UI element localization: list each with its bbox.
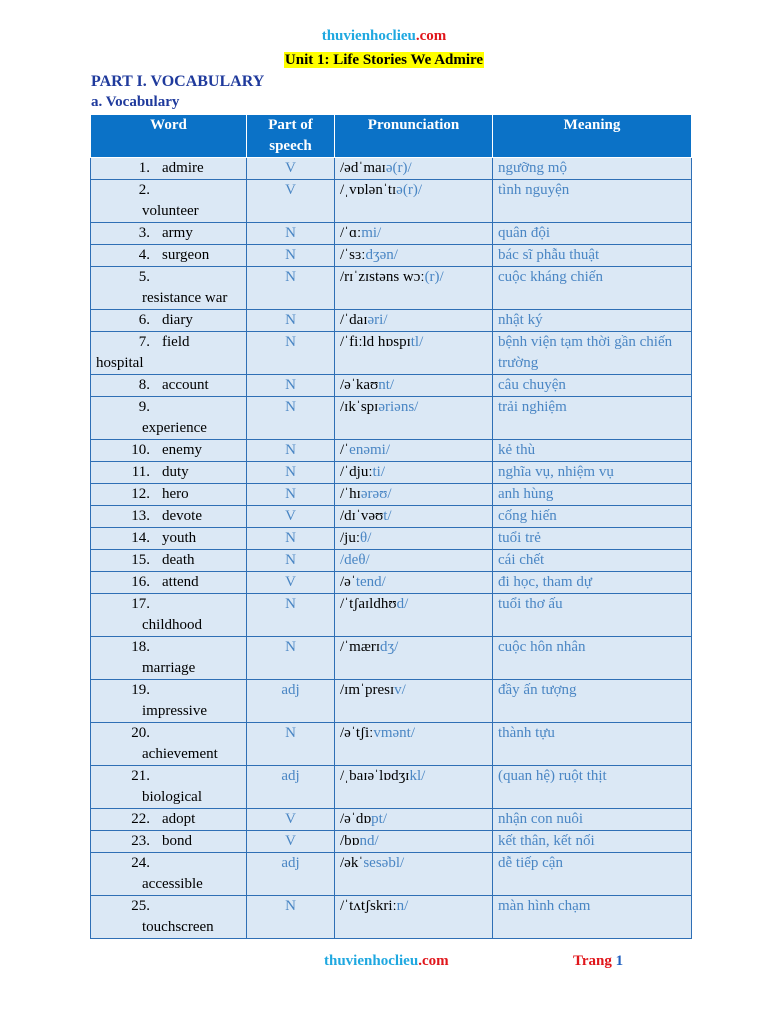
meaning-cell: cuộc hôn nhân [493, 637, 692, 680]
part-of-speech-cell: N [247, 528, 335, 550]
word-text-wrapped: achievement [142, 746, 218, 762]
pronunciation-cell [335, 180, 493, 223]
table-row [91, 223, 692, 245]
part-of-speech-cell: N [247, 375, 335, 397]
meaning-cell: nhật ký [493, 310, 692, 332]
word-cell [91, 853, 247, 896]
word-cell [91, 440, 247, 462]
pronunciation-tail: d/ [396, 596, 409, 612]
pronunciation-main: /ədˈmaɪ [340, 160, 386, 176]
table-row [91, 506, 692, 528]
pronunciation-main: /ˈdaɪ [340, 312, 368, 328]
word-cell [91, 723, 247, 766]
site-domain: .com [415, 28, 447, 44]
row-number: 11. [131, 464, 150, 480]
row-number: 17. [131, 596, 150, 612]
row-number: 2. [138, 182, 150, 198]
word-text: surgeon [162, 247, 210, 263]
pronunciation-tail: /deθ/ [340, 552, 370, 568]
header-pos-line2: speech [269, 138, 312, 154]
pronunciation-main: /ˈɑː [340, 225, 362, 241]
word-text: army [162, 225, 193, 241]
table-row [91, 310, 692, 332]
table-row [91, 440, 692, 462]
word-cell [91, 375, 247, 397]
meaning-cell: tuổi trẻ [493, 528, 692, 550]
pronunciation-tail: dʒən/ [365, 247, 398, 263]
footer-site-domain: .com [418, 953, 449, 969]
word-text-wrapped: marriage [142, 660, 196, 676]
meaning-cell: nghĩa vụ, nhiệm vụ [493, 462, 692, 484]
meaning-cell: bác sĩ phẫu thuật [493, 245, 692, 267]
row-number: 20. [131, 725, 150, 741]
table-row [91, 809, 692, 831]
part-of-speech-cell: N [247, 637, 335, 680]
part-of-speech-cell: N [247, 397, 335, 440]
word-cell [91, 332, 247, 375]
pronunciation-main: /əkˈ [340, 855, 364, 871]
pronunciation-cell [335, 594, 493, 637]
pronunciation-main: /ˈtʃaɪldhʊ [340, 596, 397, 612]
word-text: adopt [162, 811, 196, 827]
pronunciation-main: /bɒ [340, 833, 360, 849]
page-number: 1 [615, 953, 624, 969]
meaning-cell: (quan hệ) ruột thịt [493, 766, 692, 809]
footer-site[interactable] [324, 953, 449, 970]
pronunciation-cell [335, 440, 493, 462]
row-number: 4. [138, 247, 150, 263]
word-cell [91, 594, 247, 637]
meaning-cell: tình nguyện [493, 180, 692, 223]
row-number: 1. [138, 160, 150, 176]
pronunciation-main: /ˈhɪ [340, 486, 361, 502]
pronunciation-cell [335, 310, 493, 332]
pronunciation-cell [335, 267, 493, 310]
pronunciation-cell [335, 158, 493, 180]
pronunciation-tail: enəmi/ [349, 442, 390, 458]
pronunciation-cell [335, 831, 493, 853]
meaning-cell: tuổi thơ ấu [493, 594, 692, 637]
pronunciation-cell [335, 550, 493, 572]
pronunciation-main: /ˌbaɪəˈlɒdʒɪ [340, 768, 410, 784]
meaning-cell: câu chuyện [493, 375, 692, 397]
pronunciation-cell [335, 896, 493, 939]
meaning-cell: quân đội [493, 223, 692, 245]
pronunciation-tail: n/ [396, 898, 409, 914]
meaning-cell: dễ tiếp cận [493, 853, 692, 896]
table-row [91, 158, 692, 180]
table-row [91, 375, 692, 397]
part-of-speech-cell: N [247, 550, 335, 572]
pronunciation-cell [335, 245, 493, 267]
part-of-speech-cell: adj [247, 680, 335, 723]
row-number: 22. [131, 811, 150, 827]
pronunciation-tail: ərəʊ/ [360, 486, 392, 502]
section-title: a. Vocabulary [91, 94, 180, 110]
row-number: 21. [131, 768, 150, 784]
word-text-wrapped: accessible [142, 876, 203, 892]
meaning-cell: anh hùng [493, 484, 692, 506]
pronunciation-tail: mi/ [361, 225, 382, 241]
meaning-cell: cái chết [493, 550, 692, 572]
footer-site-name: thuvienhoclieu [324, 953, 419, 969]
pronunciation-main: /ˈmærɪ [340, 639, 380, 655]
table-row [91, 572, 692, 594]
part-of-speech-cell: adj [247, 853, 335, 896]
meaning-cell: bệnh viện tạm thời gần chiến trường [493, 332, 692, 375]
row-number: 24. [131, 855, 150, 871]
word-text: hero [162, 486, 189, 502]
word-text: devote [162, 508, 202, 524]
word-cell [91, 397, 247, 440]
table-row [91, 853, 692, 896]
part-of-speech-cell: V [247, 809, 335, 831]
word-cell [91, 158, 247, 180]
part-of-speech-cell: N [247, 594, 335, 637]
part-of-speech-cell: N [247, 332, 335, 375]
table-row [91, 332, 692, 375]
header-meaning: Meaning [493, 115, 692, 158]
row-number: 7. [138, 334, 150, 350]
pronunciation-tail: ə(r)/ [385, 160, 412, 176]
pronunciation-main: /əˈkaʊ [340, 377, 379, 393]
table-header-row [91, 115, 692, 158]
row-number: 3. [138, 225, 150, 241]
row-number: 6. [138, 312, 150, 328]
pronunciation-main: /dɪˈvəʊ [340, 508, 384, 524]
part-of-speech-cell: N [247, 267, 335, 310]
header-part-of-speech [247, 115, 335, 158]
pronunciation-main: /ˌvɒlənˈtɪ [340, 182, 397, 198]
word-cell [91, 831, 247, 853]
word-text-wrapped: experience [142, 420, 207, 436]
word-cell [91, 180, 247, 223]
meaning-cell: màn hình chạm [493, 896, 692, 939]
table-row [91, 831, 692, 853]
part-of-speech-cell: V [247, 572, 335, 594]
row-number: 23. [131, 833, 150, 849]
pronunciation-cell [335, 572, 493, 594]
word-text: attend [162, 574, 199, 590]
pronunciation-main: /rɪˈzɪstəns wɔː [340, 269, 425, 285]
row-number: 16. [131, 574, 150, 590]
meaning-cell: kết thân, kết nối [493, 831, 692, 853]
pronunciation-tail: θ/ [360, 530, 372, 546]
table-row [91, 594, 692, 637]
pronunciation-main: /əˈ [340, 574, 356, 590]
part-of-speech-cell: N [247, 462, 335, 484]
meaning-cell: trải nghiệm [493, 397, 692, 440]
pronunciation-main: /ˈdjuː [340, 464, 373, 480]
pronunciation-main: /ˈsɜː [340, 247, 366, 263]
pronunciation-main: /juː [340, 530, 361, 546]
meaning-cell: ngưỡng mộ [493, 158, 692, 180]
part-of-speech-cell: N [247, 896, 335, 939]
pronunciation-cell [335, 484, 493, 506]
pronunciation-main: /ɪmˈpresɪ [340, 682, 395, 698]
word-text-wrapped: touchscreen [142, 919, 214, 935]
site-header[interactable] [0, 28, 768, 45]
table-row [91, 267, 692, 310]
part-of-speech-cell: N [247, 440, 335, 462]
pronunciation-cell [335, 853, 493, 896]
table-row [91, 723, 692, 766]
pronunciation-tail: (r)/ [424, 269, 444, 285]
row-number: 25. [131, 898, 150, 914]
table-row [91, 484, 692, 506]
table-row [91, 180, 692, 223]
row-number: 15. [131, 552, 150, 568]
word-text: enemy [162, 442, 202, 458]
table-row [91, 397, 692, 440]
pronunciation-tail: sesəbl/ [363, 855, 405, 871]
word-text-wrapped: biological [142, 789, 202, 805]
word-text: death [162, 552, 195, 568]
page-label: Trang [573, 953, 612, 969]
part-of-speech-cell: N [247, 723, 335, 766]
table-row [91, 550, 692, 572]
pronunciation-tail: vmənt/ [373, 725, 415, 741]
unit-title [0, 52, 768, 69]
site-name: thuvienhoclieu [321, 28, 416, 44]
pronunciation-main: /ɪkˈspɪ [340, 399, 379, 415]
meaning-cell: cống hiến [493, 506, 692, 528]
part-of-speech-cell: N [247, 310, 335, 332]
word-cell [91, 809, 247, 831]
vocabulary-table [90, 114, 692, 939]
header-word: Word [91, 115, 247, 158]
word-cell [91, 680, 247, 723]
pronunciation-tail: əri/ [367, 312, 388, 328]
header-pos-line1: Part of [268, 117, 313, 133]
pronunciation-main: /ˈfiːld hɒspɪ [340, 334, 411, 350]
header-pronunciation: Pronunciation [335, 115, 493, 158]
word-cell [91, 223, 247, 245]
word-cell [91, 766, 247, 809]
word-cell [91, 550, 247, 572]
row-number: 13. [131, 508, 150, 524]
pronunciation-tail: nt/ [378, 377, 395, 393]
word-text: account [162, 377, 209, 393]
pronunciation-tail: əriəns/ [378, 399, 419, 415]
part-of-speech-cell: N [247, 245, 335, 267]
word-text-wrapped: resistance war [142, 290, 228, 306]
pronunciation-tail: t/ [383, 508, 392, 524]
pronunciation-cell [335, 637, 493, 680]
row-number: 12. [131, 486, 150, 502]
word-cell [91, 310, 247, 332]
row-number: 5. [138, 269, 150, 285]
table-row [91, 637, 692, 680]
word-cell [91, 484, 247, 506]
row-number: 10. [131, 442, 150, 458]
pronunciation-cell [335, 462, 493, 484]
word-cell [91, 572, 247, 594]
pronunciation-tail: ə(r)/ [396, 182, 422, 198]
pronunciation-cell [335, 223, 493, 245]
part-of-speech-cell: V [247, 180, 335, 223]
meaning-cell: nhận con nuôi [493, 809, 692, 831]
row-number: 14. [131, 530, 150, 546]
pronunciation-cell [335, 680, 493, 723]
table-row [91, 245, 692, 267]
meaning-cell: kẻ thù [493, 440, 692, 462]
pronunciation-cell [335, 723, 493, 766]
meaning-cell: thành tựu [493, 723, 692, 766]
pronunciation-tail: kl/ [409, 768, 426, 784]
table-row [91, 896, 692, 939]
pronunciation-cell [335, 809, 493, 831]
word-cell [91, 506, 247, 528]
pronunciation-main: /ˈtʌtʃskriː [340, 898, 397, 914]
word-text: admire [162, 160, 204, 176]
part-of-speech-cell: N [247, 484, 335, 506]
table-row [91, 528, 692, 550]
table-row [91, 462, 692, 484]
word-cell [91, 637, 247, 680]
pronunciation-tail: tend/ [355, 574, 386, 590]
word-cell [91, 245, 247, 267]
row-number: 8. [138, 377, 150, 393]
pronunciation-tail: pt/ [371, 811, 388, 827]
pronunciation-cell [335, 766, 493, 809]
pronunciation-tail: tl/ [410, 334, 424, 350]
part-of-speech-cell: V [247, 506, 335, 528]
part-of-speech-cell: adj [247, 766, 335, 809]
pronunciation-cell [335, 332, 493, 375]
row-number: 19. [131, 682, 150, 698]
pronunciation-cell [335, 506, 493, 528]
table-row [91, 680, 692, 723]
word-text-wrapped: impressive [142, 703, 207, 719]
word-text: bond [162, 833, 192, 849]
word-text-wrapped: hospital [96, 355, 144, 371]
pronunciation-cell [335, 397, 493, 440]
row-number: 9. [138, 399, 150, 415]
part-of-speech-cell: V [247, 158, 335, 180]
pronunciation-tail: dʒ/ [380, 639, 399, 655]
part-of-speech-cell: N [247, 223, 335, 245]
page-indicator [573, 953, 623, 970]
part-of-speech-cell: V [247, 831, 335, 853]
word-cell [91, 528, 247, 550]
word-text: field [162, 334, 190, 350]
pronunciation-tail: nd/ [359, 833, 379, 849]
pronunciation-cell [335, 375, 493, 397]
word-text: diary [162, 312, 193, 328]
pronunciation-main: /ˈ [340, 442, 350, 458]
pronunciation-main: /əˈtʃiː [340, 725, 374, 741]
word-text: duty [162, 464, 189, 480]
table-row [91, 766, 692, 809]
meaning-cell: đi học, tham dự [493, 572, 692, 594]
word-cell [91, 267, 247, 310]
word-text-wrapped: childhood [142, 617, 202, 633]
part-title: PART I. VOCABULARY [91, 73, 265, 90]
pronunciation-tail: v/ [394, 682, 406, 698]
meaning-cell: cuộc kháng chiến [493, 267, 692, 310]
word-text-wrapped: volunteer [142, 203, 199, 219]
pronunciation-tail: ti/ [372, 464, 386, 480]
word-cell [91, 896, 247, 939]
meaning-cell: đầy ấn tượng [493, 680, 692, 723]
word-cell [91, 462, 247, 484]
vocabulary-table-body [91, 158, 692, 939]
pronunciation-main: /əˈdɒ [340, 811, 372, 827]
pronunciation-cell [335, 528, 493, 550]
row-number: 18. [131, 639, 150, 655]
unit-title-text: Unit 1: Life Stories We Admire [284, 52, 484, 68]
word-text: youth [162, 530, 197, 546]
